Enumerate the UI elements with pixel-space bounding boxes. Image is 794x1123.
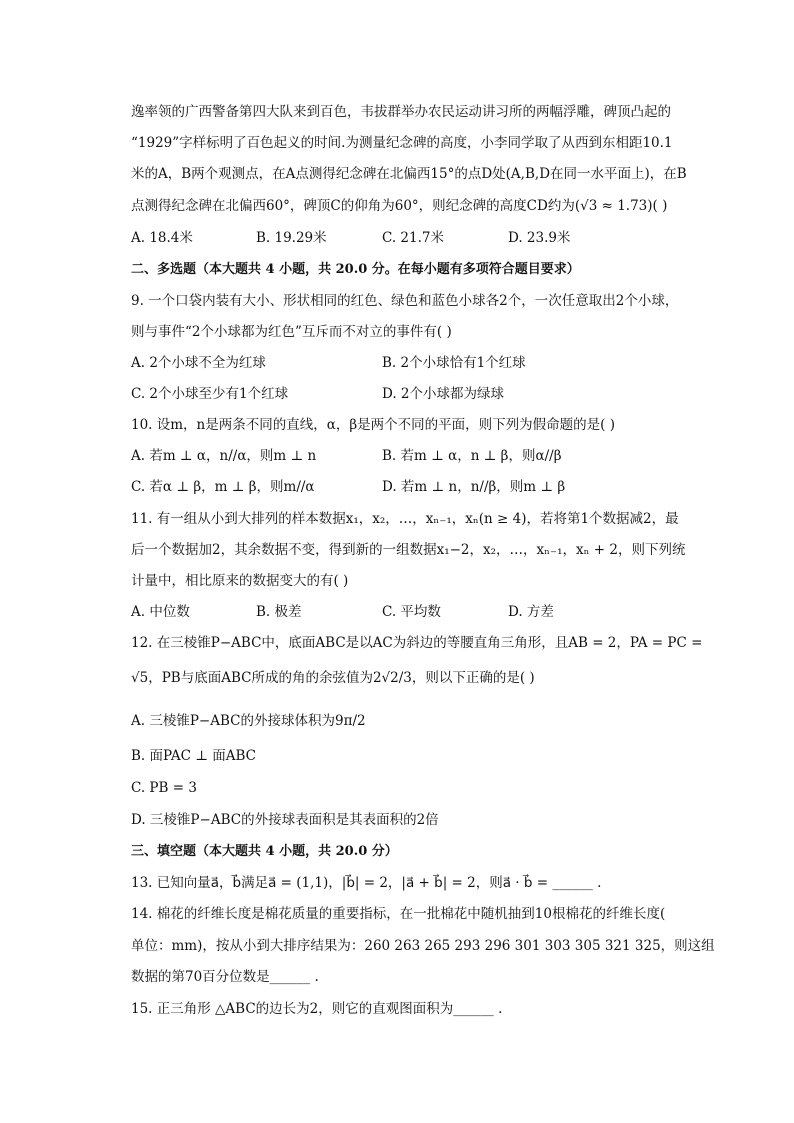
q8-line-3: 米的A，B两个观测点，在A点测得纪念碑在北偏西15°的点D处(A,B,D在同一水平面上)，在B (131, 166, 687, 182)
q10-option-b: B. 若m ⊥ α，n ⊥ β，则α//β (382, 448, 562, 464)
q9-option-c: C. 2个小球至少有1个红球 (131, 386, 289, 402)
q12-option-a: A. 三棱锥P−ABC的外接球体积为9π/2 (131, 713, 366, 729)
q11-option-d: D. 方差 (508, 604, 554, 620)
q12-option-b: B. 面PAC ⊥ 面ABC (131, 748, 256, 764)
q9-option-a: A. 2个小球不全为红球 (131, 355, 266, 371)
q8-line-1: 逸率领的广西警备第四大队来到百色，韦拔群举办农民运动讲习所的两幅浮雕，碑顶凸起的 (131, 104, 671, 120)
q11-option-a: A. 中位数 (131, 604, 190, 620)
q15-line: 15. 正三角形 △ABC的边长为2，则它的直观图面积为______ . (131, 1001, 503, 1017)
q8-line-4: 点测得纪念碑在北偏西60°，碑顶C的仰角为60°，则纪念碑的高度CD约为(√3 ≈ 1.73)( ) (131, 198, 668, 214)
q8-option-c: C. 21.7米 (382, 230, 444, 246)
q8-line-2: “1929”字样标明了百色起义的时间.为测量纪念碑的高度，小李同学取了从西到东相距10.1 (131, 135, 673, 151)
q8-option-a: A. 18.4米 (131, 230, 193, 246)
q14-line-3: 数据的第70百分位数是______ . (131, 969, 319, 985)
q8-option-d: D. 23.9米 (508, 230, 571, 246)
q11-line-2: 后一个数据加2，其余数据不变，得到新的一组数据x₁−2，x₂，…，xₙ₋₁，xₙ + 2，则下列统 (131, 542, 686, 558)
q11-option-b: B. 极差 (256, 604, 302, 620)
q10-option-a: A. 若m ⊥ α，n//α，则m ⊥ n (131, 448, 317, 464)
q12-option-c: C. PB = 3 (131, 780, 197, 796)
section-heading-fill-in: 三、填空题（本大题共 4 小题，共 20.0 分） (131, 844, 398, 859)
q11-line-3: 计量中，相比原来的数据变大的有( ) (131, 573, 349, 589)
q8-option-b: B. 19.29米 (256, 230, 327, 246)
q14-line-1: 14. 棉花的纤维长度是棉花质量的重要指标，在一批棉花中随机抽到10根棉花的纤维长度( (131, 906, 666, 922)
q11-line-1: 11. 有一组从小到大排列的样本数据x₁，x₂，…，xₙ₋₁，xₙ(n ≥ 4)，若将第1个数据减2，最 (131, 511, 679, 527)
q10-line-1: 10. 设m，n是两条不同的直线，α，β是两个不同的平面，则下列为假命题的是( ) (131, 417, 616, 433)
q11-option-c: C. 平均数 (382, 604, 441, 620)
q9-option-b: B. 2个小球恰有1个红球 (382, 355, 526, 371)
section-heading-multiple-choice: 二、多选题（本大题共 4 小题，共 20.0 分。在每小题有多项符合题目要求） (131, 262, 580, 277)
q13-line: 13. 已知向量a⃗，b⃗满足a⃗ = (1,1)，|b⃗| = 2，|a⃗ + b⃗| = 2，则a⃗ · b⃗ = ______ . (131, 875, 602, 891)
q12-line-1: 12. 在三棱锥P−ABC中，底面ABC是以AC为斜边的等腰直角三角形，且AB = 2，PA = PC = (131, 635, 703, 651)
q12-option-d: D. 三棱锥P−ABC的外接球表面积是其表面积的2倍 (131, 812, 439, 828)
q10-option-d: D. 若m ⊥ n，n//β，则m ⊥ β (382, 479, 566, 495)
q14-line-2: 单位：mm)，按从小到大排序结果为：260 263 265 293 296 301 303 305 321 325，则这组 (131, 938, 715, 954)
q10-option-c: C. 若α ⊥ β，m ⊥ β，则m//α (131, 479, 315, 495)
q9-option-d: D. 2个小球都为绿球 (382, 386, 505, 402)
q12-line-2: √5，PB与底面ABC所成的角的余弦值为2√2/3，则以下正确的是( ) (131, 670, 535, 686)
q9-line-1: 9. 一个口袋内装有大小、形状相同的红色、绿色和蓝色小球各2个，一次任意取出2个小球， (131, 293, 679, 309)
q9-line-2: 则与事件“2个小球都为红色”互斥而不对立的事件有( ) (131, 324, 452, 340)
